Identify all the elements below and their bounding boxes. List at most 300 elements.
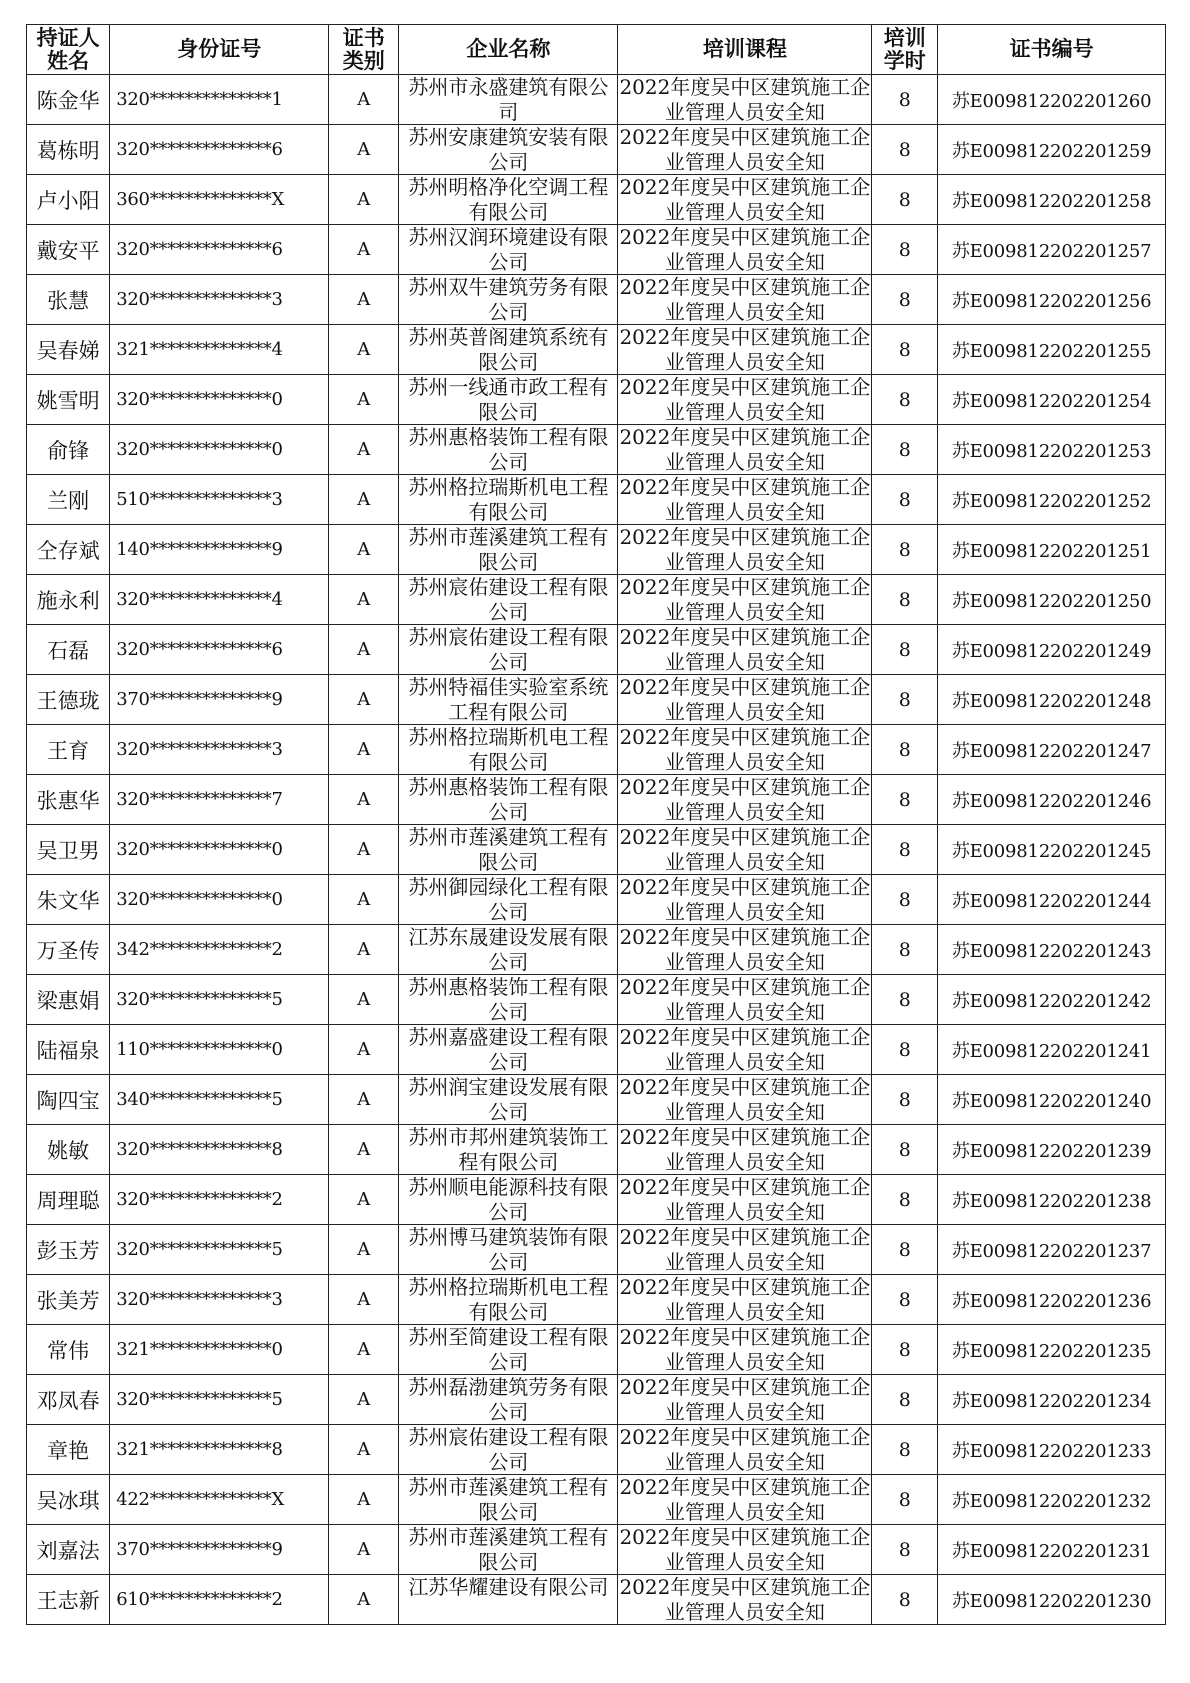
holder-name-cell: 吴卫男: [27, 825, 110, 875]
company-cell-text: 苏州顺电能源科技有限公司: [408, 1175, 609, 1224]
company-cell-text: 苏州磊渤建筑劳务有限公司: [408, 1375, 609, 1424]
cert-number-cell: 苏E009812202201238: [938, 1175, 1166, 1225]
company-cell-text: 苏州至简建设工程有限公司: [408, 1325, 609, 1374]
cert-number-cell: 苏E009812202201246: [938, 775, 1166, 825]
company-cell-text: 苏州惠格装饰工程有限公司: [408, 975, 609, 1024]
hours-cell: 8: [872, 825, 938, 875]
company-cell: [399, 1425, 618, 1475]
holder-name-cell: 张慧: [27, 275, 110, 325]
course-cell-text: 2022年度吴中区建筑施工企业管理人员安全知: [619, 425, 871, 474]
hours-cell: 8: [872, 1075, 938, 1125]
hours-cell: 8: [872, 525, 938, 575]
id-number-cell: 422**************X: [110, 1475, 329, 1525]
company-cell-text: 苏州宸佑建设工程有限公司: [408, 625, 609, 674]
header-course: 培训课程: [618, 25, 872, 75]
company-cell-text: 苏州市莲溪建筑工程有限公司: [408, 1525, 609, 1574]
company-cell-text: 苏州安康建筑安装有限公司: [408, 125, 609, 174]
hours-cell: 8: [872, 1525, 938, 1575]
course-cell: [618, 1125, 872, 1175]
holder-name-cell: 王育: [27, 725, 110, 775]
cert-category-cell: A: [329, 1125, 399, 1175]
holder-name-cell: 石磊: [27, 625, 110, 675]
company-cell-text: 苏州英普阁建筑系统有限公司: [408, 325, 609, 374]
cert-number-cell: 苏E009812202201255: [938, 325, 1166, 375]
id-number-cell: 320**************8: [110, 1125, 329, 1175]
id-number-cell: 320**************6: [110, 625, 329, 675]
company-cell: [399, 375, 618, 425]
table-row: [27, 175, 1166, 225]
course-cell-text: 2022年度吴中区建筑施工企业管理人员安全知: [619, 1525, 871, 1574]
company-cell: [399, 175, 618, 225]
company-cell: [399, 575, 618, 625]
table-row: [27, 1225, 1166, 1275]
id-number-cell: 320**************0: [110, 375, 329, 425]
course-cell: [618, 125, 872, 175]
cert-number-cell: 苏E009812202201249: [938, 625, 1166, 675]
holder-name-cell: 吴冰琪: [27, 1475, 110, 1525]
cert-category-cell: A: [329, 775, 399, 825]
cert-number-cell: 苏E009812202201248: [938, 675, 1166, 725]
company-cell: [399, 475, 618, 525]
id-number-cell: 320**************5: [110, 975, 329, 1025]
table-row: [27, 1025, 1166, 1075]
holder-name-cell: 陆福泉: [27, 1025, 110, 1075]
company-cell: [399, 1175, 618, 1225]
course-cell-text: 2022年度吴中区建筑施工企业管理人员安全知: [619, 275, 871, 324]
cert-number-cell: 苏E009812202201239: [938, 1125, 1166, 1175]
header-row: [27, 25, 1166, 75]
course-cell-text: 2022年度吴中区建筑施工企业管理人员安全知: [619, 575, 871, 624]
company-cell-text: 苏州一线通市政工程有限公司: [408, 375, 609, 424]
cert-category-cell: A: [329, 275, 399, 325]
cert-number-cell: 苏E009812202201252: [938, 475, 1166, 525]
id-number-cell: 360**************X: [110, 175, 329, 225]
company-cell-text: 苏州惠格装饰工程有限公司: [408, 775, 609, 824]
course-cell: [618, 1175, 872, 1225]
id-number-cell: 610**************2: [110, 1575, 329, 1625]
holder-name-cell: 万圣传: [27, 925, 110, 975]
company-cell: [399, 775, 618, 825]
header-holder-name: [27, 25, 110, 75]
cert-number-cell: 苏E009812202201260: [938, 75, 1166, 125]
company-cell-text: 苏州格拉瑞斯机电工程有限公司: [408, 725, 609, 774]
id-number-cell: 321**************4: [110, 325, 329, 375]
cert-number-cell: 苏E009812202201259: [938, 125, 1166, 175]
company-cell: [399, 1025, 618, 1075]
holder-name-cell: 姚敏: [27, 1125, 110, 1175]
course-cell: [618, 275, 872, 325]
course-cell-text: 2022年度吴中区建筑施工企业管理人员安全知: [619, 625, 871, 674]
course-cell-text: 2022年度吴中区建筑施工企业管理人员安全知: [619, 675, 871, 724]
table-row: [27, 725, 1166, 775]
table-row: [27, 1475, 1166, 1525]
cert-category-cell: A: [329, 1275, 399, 1325]
company-cell-text: 苏州市莲溪建筑工程有限公司: [408, 825, 609, 874]
company-cell: [399, 925, 618, 975]
company-cell-text: 苏州市莲溪建筑工程有限公司: [408, 1475, 609, 1524]
company-cell-text: 苏州格拉瑞斯机电工程有限公司: [408, 1275, 609, 1324]
id-number-cell: 110**************0: [110, 1025, 329, 1075]
table-row: [27, 525, 1166, 575]
hours-cell: 8: [872, 1325, 938, 1375]
id-number-cell: 320**************1: [110, 75, 329, 125]
header-hours: [872, 25, 938, 75]
company-cell-text: 苏州汉润环境建设有限公司: [408, 225, 609, 274]
course-cell: [618, 75, 872, 125]
company-cell: [399, 425, 618, 475]
table-row: [27, 625, 1166, 675]
hours-cell: 8: [872, 625, 938, 675]
holder-name-cell: 俞锋: [27, 425, 110, 475]
course-cell-text: 2022年度吴中区建筑施工企业管理人员安全知: [619, 925, 871, 974]
holder-name-cell: 王德珑: [27, 675, 110, 725]
company-cell: [399, 1525, 618, 1575]
course-cell: [618, 175, 872, 225]
table-row: [27, 225, 1166, 275]
cert-category-cell: A: [329, 75, 399, 125]
holder-name-cell: 张美芳: [27, 1275, 110, 1325]
cert-category-cell: A: [329, 975, 399, 1025]
cert-category-cell: A: [329, 1225, 399, 1275]
hours-cell: 8: [872, 875, 938, 925]
company-cell-text: 苏州宸佑建设工程有限公司: [408, 575, 609, 624]
hours-cell: 8: [872, 775, 938, 825]
table-row: [27, 275, 1166, 325]
course-cell-text: 2022年度吴中区建筑施工企业管理人员安全知: [619, 975, 871, 1024]
company-cell: [399, 1325, 618, 1375]
id-number-cell: 320**************0: [110, 825, 329, 875]
table-row: [27, 1075, 1166, 1125]
company-cell: [399, 1125, 618, 1175]
course-cell: [618, 875, 872, 925]
id-number-cell: 340**************5: [110, 1075, 329, 1125]
cert-number-cell: 苏E009812202201234: [938, 1375, 1166, 1425]
cert-category-cell: A: [329, 1025, 399, 1075]
course-cell: [618, 475, 872, 525]
holder-name-cell: 陶四宝: [27, 1075, 110, 1125]
id-number-cell: 342**************2: [110, 925, 329, 975]
header-cert-number: 证书编号: [938, 25, 1166, 75]
cert-number-cell: 苏E009812202201251: [938, 525, 1166, 575]
course-cell: [618, 1225, 872, 1275]
table-row: [27, 425, 1166, 475]
header-holder-name-line2: 姓名: [47, 48, 90, 73]
cert-number-cell: 苏E009812202201256: [938, 275, 1166, 325]
course-cell-text: 2022年度吴中区建筑施工企业管理人员安全知: [619, 1125, 871, 1174]
table-row: [27, 1125, 1166, 1175]
id-number-cell: 320**************6: [110, 225, 329, 275]
cert-number-cell: 苏E009812202201237: [938, 1225, 1166, 1275]
holder-name-cell: 戴安平: [27, 225, 110, 275]
company-cell-text: 苏州嘉盛建设工程有限公司: [408, 1025, 609, 1074]
id-number-cell: 320**************3: [110, 275, 329, 325]
hours-cell: 8: [872, 325, 938, 375]
holder-name-cell: 陈金华: [27, 75, 110, 125]
table-row: [27, 1525, 1166, 1575]
course-cell: [618, 825, 872, 875]
hours-cell: 8: [872, 1575, 938, 1625]
id-number-cell: 320**************4: [110, 575, 329, 625]
course-cell: [618, 1425, 872, 1475]
company-cell: [399, 1375, 618, 1425]
header-company: 企业名称: [399, 25, 618, 75]
cert-number-cell: 苏E009812202201241: [938, 1025, 1166, 1075]
course-cell: [618, 375, 872, 425]
course-cell-text: 2022年度吴中区建筑施工企业管理人员安全知: [619, 225, 871, 274]
company-cell-text: 苏州宸佑建设工程有限公司: [408, 1425, 609, 1474]
cert-number-cell: 苏E009812202201231: [938, 1525, 1166, 1575]
id-number-cell: 510**************3: [110, 475, 329, 525]
course-cell-text: 2022年度吴中区建筑施工企业管理人员安全知: [619, 825, 871, 874]
table-row: [27, 1425, 1166, 1475]
holder-name-cell: 吴春娣: [27, 325, 110, 375]
hours-cell: 8: [872, 175, 938, 225]
course-cell: [618, 725, 872, 775]
table-row: [27, 475, 1166, 525]
company-cell-text: 苏州特福佳实验室系统工程有限公司: [408, 675, 609, 724]
company-cell: [399, 625, 618, 675]
hours-cell: 8: [872, 225, 938, 275]
id-number-cell: 320**************5: [110, 1375, 329, 1425]
cert-number-cell: 苏E009812202201250: [938, 575, 1166, 625]
header-cert-category-line2: 类别: [342, 48, 385, 73]
table-row: [27, 675, 1166, 725]
company-cell-text: 苏州市邦州建筑装饰工程有限公司: [408, 1125, 609, 1174]
company-cell: [399, 825, 618, 875]
cert-category-cell: A: [329, 1175, 399, 1225]
company-cell-text: 苏州润宝建设发展有限公司: [408, 1075, 609, 1124]
cert-category-cell: A: [329, 375, 399, 425]
holder-name-cell: 兰刚: [27, 475, 110, 525]
course-cell-text: 2022年度吴中区建筑施工企业管理人员安全知: [619, 775, 871, 824]
cert-number-cell: 苏E009812202201254: [938, 375, 1166, 425]
cert-category-cell: A: [329, 925, 399, 975]
company-cell: [399, 725, 618, 775]
company-cell-text: 苏州市莲溪建筑工程有限公司: [408, 525, 609, 574]
id-number-cell: 320**************7: [110, 775, 329, 825]
table-row: [27, 575, 1166, 625]
course-cell: [618, 675, 872, 725]
id-number-cell: 320**************6: [110, 125, 329, 175]
table-row: [27, 325, 1166, 375]
course-cell-text: 2022年度吴中区建筑施工企业管理人员安全知: [619, 1425, 871, 1474]
header-hours-line2: 学时: [883, 48, 926, 73]
hours-cell: 8: [872, 1475, 938, 1525]
cert-category-cell: A: [329, 825, 399, 875]
header-cert-category: [329, 25, 399, 75]
table-row: [27, 75, 1166, 125]
id-number-cell: 320**************2: [110, 1175, 329, 1225]
company-cell: [399, 1475, 618, 1525]
course-cell: [618, 1525, 872, 1575]
cert-category-cell: A: [329, 125, 399, 175]
table-body: [27, 75, 1166, 1625]
course-cell-text: 2022年度吴中区建筑施工企业管理人员安全知: [619, 1325, 871, 1374]
header-id-number: 身份证号: [110, 25, 329, 75]
hours-cell: 8: [872, 1175, 938, 1225]
certificate-table: [26, 24, 1166, 1625]
company-cell: [399, 975, 618, 1025]
id-number-cell: 370**************9: [110, 675, 329, 725]
course-cell: [618, 625, 872, 675]
course-cell: [618, 1575, 872, 1625]
course-cell-text: 2022年度吴中区建筑施工企业管理人员安全知: [619, 175, 871, 224]
course-cell: [618, 1025, 872, 1075]
holder-name-cell: 刘嘉法: [27, 1525, 110, 1575]
hours-cell: 8: [872, 1225, 938, 1275]
cert-category-cell: A: [329, 875, 399, 925]
course-cell-text: 2022年度吴中区建筑施工企业管理人员安全知: [619, 1575, 871, 1624]
company-cell: [399, 1575, 618, 1625]
holder-name-cell: 章艳: [27, 1425, 110, 1475]
table-row: [27, 1175, 1166, 1225]
cert-number-cell: 苏E009812202201235: [938, 1325, 1166, 1375]
cert-category-cell: A: [329, 1425, 399, 1475]
cert-category-cell: A: [329, 525, 399, 575]
cert-category-cell: A: [329, 1575, 399, 1625]
course-cell: [618, 1475, 872, 1525]
company-cell: [399, 275, 618, 325]
cert-number-cell: 苏E009812202201253: [938, 425, 1166, 475]
company-cell-text: 苏州市永盛建筑有限公司: [408, 75, 609, 124]
course-cell-text: 2022年度吴中区建筑施工企业管理人员安全知: [619, 1075, 871, 1124]
course-cell-text: 2022年度吴中区建筑施工企业管理人员安全知: [619, 125, 871, 174]
table-row: [27, 1325, 1166, 1375]
cert-number-cell: 苏E009812202201240: [938, 1075, 1166, 1125]
hours-cell: 8: [872, 725, 938, 775]
course-cell: [618, 775, 872, 825]
company-cell-text: 苏州双牛建筑劳务有限公司: [408, 275, 609, 324]
cert-category-cell: A: [329, 1375, 399, 1425]
holder-name-cell: 周理聪: [27, 1175, 110, 1225]
cert-category-cell: A: [329, 1475, 399, 1525]
course-cell-text: 2022年度吴中区建筑施工企业管理人员安全知: [619, 725, 871, 774]
hours-cell: 8: [872, 275, 938, 325]
id-number-cell: 140**************9: [110, 525, 329, 575]
table-row: [27, 925, 1166, 975]
company-cell-text: 江苏东晟建设发展有限公司: [408, 925, 609, 974]
table-row: [27, 775, 1166, 825]
id-number-cell: 320**************5: [110, 1225, 329, 1275]
id-number-cell: 321**************8: [110, 1425, 329, 1475]
cert-category-cell: A: [329, 1525, 399, 1575]
course-cell-text: 2022年度吴中区建筑施工企业管理人员安全知: [619, 75, 871, 124]
table-row: [27, 975, 1166, 1025]
course-cell: [618, 1375, 872, 1425]
hours-cell: 8: [872, 1275, 938, 1325]
hours-cell: 8: [872, 575, 938, 625]
id-number-cell: 320**************3: [110, 725, 329, 775]
course-cell-text: 2022年度吴中区建筑施工企业管理人员安全知: [619, 875, 871, 924]
cert-number-cell: 苏E009812202201258: [938, 175, 1166, 225]
course-cell: [618, 1075, 872, 1125]
id-number-cell: 320**************3: [110, 1275, 329, 1325]
cert-number-cell: 苏E009812202201245: [938, 825, 1166, 875]
course-cell-text: 2022年度吴中区建筑施工企业管理人员安全知: [619, 325, 871, 374]
company-cell: [399, 675, 618, 725]
cert-category-cell: A: [329, 725, 399, 775]
cert-category-cell: A: [329, 1325, 399, 1375]
cert-category-cell: A: [329, 575, 399, 625]
holder-name-cell: 王志新: [27, 1575, 110, 1625]
course-cell-text: 2022年度吴中区建筑施工企业管理人员安全知: [619, 1275, 871, 1324]
cert-number-cell: 苏E009812202201242: [938, 975, 1166, 1025]
cert-category-cell: A: [329, 1075, 399, 1125]
course-cell-text: 2022年度吴中区建筑施工企业管理人员安全知: [619, 1375, 871, 1424]
holder-name-cell: 朱文华: [27, 875, 110, 925]
holder-name-cell: 常伟: [27, 1325, 110, 1375]
hours-cell: 8: [872, 975, 938, 1025]
course-cell: [618, 1275, 872, 1325]
course-cell: [618, 975, 872, 1025]
course-cell-text: 2022年度吴中区建筑施工企业管理人员安全知: [619, 1175, 871, 1224]
company-cell: [399, 875, 618, 925]
company-cell: [399, 1075, 618, 1125]
hours-cell: 8: [872, 75, 938, 125]
company-cell: [399, 1225, 618, 1275]
company-cell: [399, 325, 618, 375]
holder-name-cell: 施永利: [27, 575, 110, 625]
course-cell: [618, 575, 872, 625]
company-cell-text: 苏州惠格装饰工程有限公司: [408, 425, 609, 474]
company-cell-text: 苏州格拉瑞斯机电工程有限公司: [408, 475, 609, 524]
cert-category-cell: A: [329, 225, 399, 275]
cert-number-cell: 苏E009812202201233: [938, 1425, 1166, 1475]
company-cell-text: 江苏华耀建设有限公司: [408, 1575, 609, 1599]
table-row: [27, 125, 1166, 175]
cert-category-cell: A: [329, 325, 399, 375]
table-row: [27, 1575, 1166, 1625]
table-row: [27, 825, 1166, 875]
id-number-cell: 320**************0: [110, 425, 329, 475]
cert-category-cell: A: [329, 475, 399, 525]
table-row: [27, 1275, 1166, 1325]
holder-name-cell: 张惠华: [27, 775, 110, 825]
company-cell: [399, 125, 618, 175]
course-cell: [618, 225, 872, 275]
holder-name-cell: 仝存斌: [27, 525, 110, 575]
hours-cell: 8: [872, 1025, 938, 1075]
cert-number-cell: 苏E009812202201244: [938, 875, 1166, 925]
hours-cell: 8: [872, 125, 938, 175]
company-cell-text: 苏州明格净化空调工程有限公司: [408, 175, 609, 224]
cert-category-cell: A: [329, 175, 399, 225]
header-hours-line1: 培训: [883, 25, 926, 50]
holder-name-cell: 卢小阳: [27, 175, 110, 225]
company-cell: [399, 1275, 618, 1325]
hours-cell: 8: [872, 475, 938, 525]
course-cell-text: 2022年度吴中区建筑施工企业管理人员安全知: [619, 525, 871, 574]
cert-category-cell: A: [329, 425, 399, 475]
table-row: [27, 1375, 1166, 1425]
cert-number-cell: 苏E009812202201243: [938, 925, 1166, 975]
course-cell-text: 2022年度吴中区建筑施工企业管理人员安全知: [619, 1475, 871, 1524]
holder-name-cell: 邓凤春: [27, 1375, 110, 1425]
id-number-cell: 321**************0: [110, 1325, 329, 1375]
hours-cell: 8: [872, 1375, 938, 1425]
holder-name-cell: 姚雪明: [27, 375, 110, 425]
cert-number-cell: 苏E009812202201247: [938, 725, 1166, 775]
course-cell: [618, 925, 872, 975]
course-cell-text: 2022年度吴中区建筑施工企业管理人员安全知: [619, 1025, 871, 1074]
course-cell: [618, 1325, 872, 1375]
company-cell-text: 苏州御园绿化工程有限公司: [408, 875, 609, 924]
holder-name-cell: 彭玉芳: [27, 1225, 110, 1275]
course-cell-text: 2022年度吴中区建筑施工企业管理人员安全知: [619, 375, 871, 424]
course-cell-text: 2022年度吴中区建筑施工企业管理人员安全知: [619, 1225, 871, 1274]
hours-cell: 8: [872, 1125, 938, 1175]
cert-number-cell: 苏E009812202201257: [938, 225, 1166, 275]
